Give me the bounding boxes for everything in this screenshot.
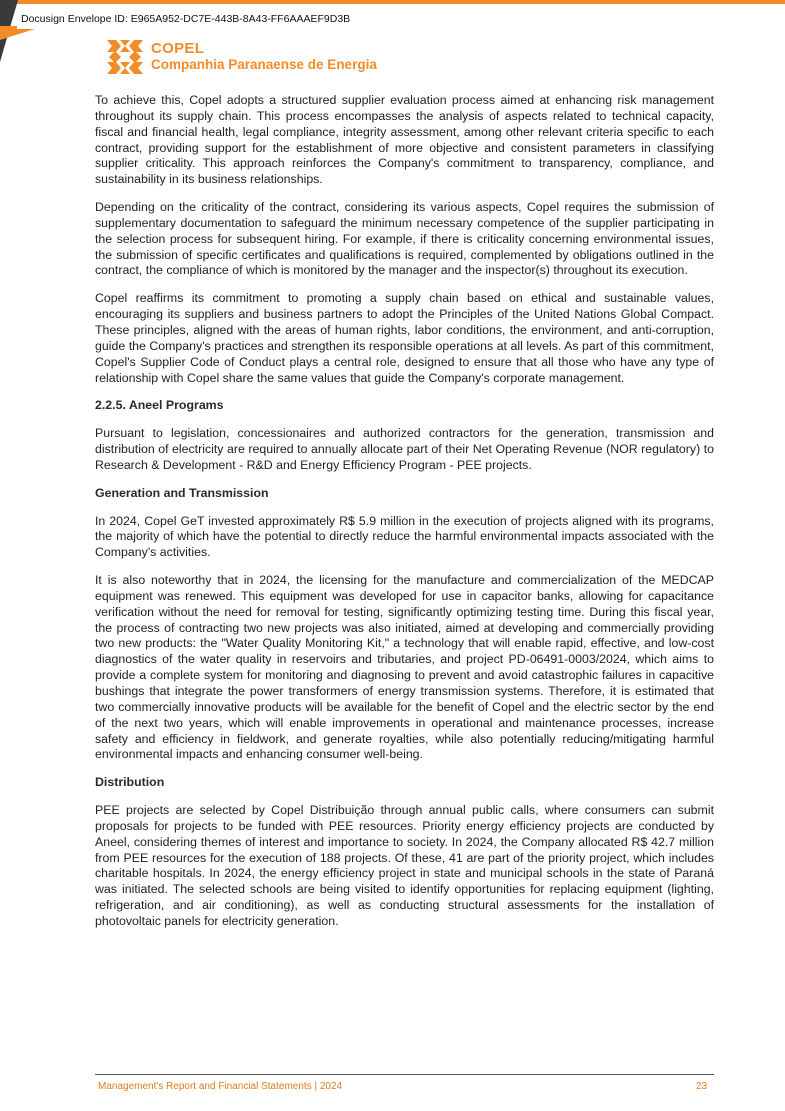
subheading-distribution: Distribution <box>95 775 165 790</box>
paragraph-contract-criticality: Depending on the criticality of the contract, considering its various aspects, Copel requires the submission of supplementary documentation to safeguard the minimum necessary competence of the supplier participating in the selection process for subsequent hiring. For example, if there is criticality concerning environmental issues, the submission of specific certificates and qualifications is required, complemented by obligations outlined in the contract, the compliance of which is monitored by the manager and the inspector(s) throughout its execution. <box>95 200 714 278</box>
logo-full-name: Companhia Paranaense de Energia <box>151 57 377 72</box>
paragraph-medcap: It is also noteworthy that in 2024, the licensing for the manufacture and commercialization of the MEDCAP equipment was renewed. This equipment was developed for use in capacitor banks, allowing for capacitance verification without the need for removal for testing, significantly optimizing testing time. During this fiscal year, the process of contracting two new projects was also initiated, aimed at developing and commercially providing two new products: the "Water Quality Monitoring Kit," a technology that will enable rapid, effective, and low-cost diagnostics of the water quality in reservoirs and tributaries, and project PD-06491-0003/2024, which aims to provide a complete system for monitoring and diagnosing to prevent and avoid catastrophic failures in capacitive bushings that integrate the power transformers of energy transmission systems. Therefore, it is estimated that two commercially innovative products will be available for the benefit of Copel and the electric sector by the end of the next two years, which will enable improvements in operational and maintenance processes, increase safety and efficiency in fieldwork, and generate royalties, while also potentially reducing/mitigating harmful environmental impacts and enhancing consumer well-being. <box>95 573 714 762</box>
copel-logo-icon <box>107 40 143 74</box>
logo-text <box>151 41 377 73</box>
paragraph-aneel-legislation: Pursuant to legislation, concessionaires and authorized contractors for the generation, transmission and distribution of electricity are required to annually allocate part of their Net Operating Revenue (NOR regulatory) to Research & Development - R&D and Energy Efficiency Program - PEE projects. <box>95 426 714 472</box>
paragraph-supplier-evaluation: To achieve this, Copel adopts a structured supplier evaluation process aimed at enhancing risk management throughout its supply chain. This process encompasses the analysis of aspects related to technical capacity, fiscal and financial health, legal compliance, integrity assessment, among other relevant criteria specific to each contract, providing support for the establishment of more objective and consistent parameters in classifying supplier criticality. This approach reinforces the Company's commitment to transparency, compliance, and sustainability in its business relationships. <box>95 93 714 187</box>
docusign-envelope-id: Docusign Envelope ID: E965A952-DC7E-443B-8A43-FF6AAAEF9D3B <box>17 11 354 29</box>
paragraph-pee-projects: PEE projects are selected by Copel Distribuição through annual public calls, where consumers can submit proposals for projects to be funded with PEE resources. Priority energy efficiency projects are conducted by Aneel, considering themes of interest and importance to society. In 2024, the Company allocated R$ 42.7 million from PEE resources for the execution of 188 projects. Of these, 41 are part of the priority project, which includes charitable hospitals. In 2024, the energy efficiency project in state and municipal schools in the state of Paraná was initiated. The selected schools are being visited to identify opportunities for replacing equipment (lighting, refrigeration, and air conditioning), as well as conducting structural assessments for the installation of photovoltaic panels for electricity generation. <box>95 803 714 928</box>
paragraph-global-compact: Copel reaffirms its commitment to promoting a supply chain based on ethical and sustainable values, encouraging its suppliers and business partners to adopt the Principles of the United Nations Global Compact. These principles, aligned with the areas of human rights, labor conditions, the environment, and anti-corruption, guide the Company's practices and strengthen its responsible operations at all levels. As part of this commitment, Copel's Supplier Code of Conduct plays a central role, designed to ensure that all those who have any type of relationship with Copel share the same values that guide the Company's corporate management. <box>95 291 714 385</box>
subheading-generation-transmission: Generation and Transmission <box>95 485 269 500</box>
section-heading-aneel-programs: 2.2.5. Aneel Programs <box>95 398 224 413</box>
logo-name: COPEL <box>151 40 205 57</box>
footer-divider <box>95 1074 714 1075</box>
footer-title: Management's Report and Financial Statements | 2024 <box>98 1081 343 1092</box>
top-accent-bar <box>0 0 785 4</box>
document-body <box>95 93 714 942</box>
paragraph-get-investment: In 2024, Copel GeT invested approximately R$ 5.9 million in the execution of projects aligned with its programs, the majority of which have the potential to directly reduce the harmful environmental impacts associated with the Company's activities. <box>95 513 714 560</box>
page-number: 23 <box>696 1081 708 1092</box>
